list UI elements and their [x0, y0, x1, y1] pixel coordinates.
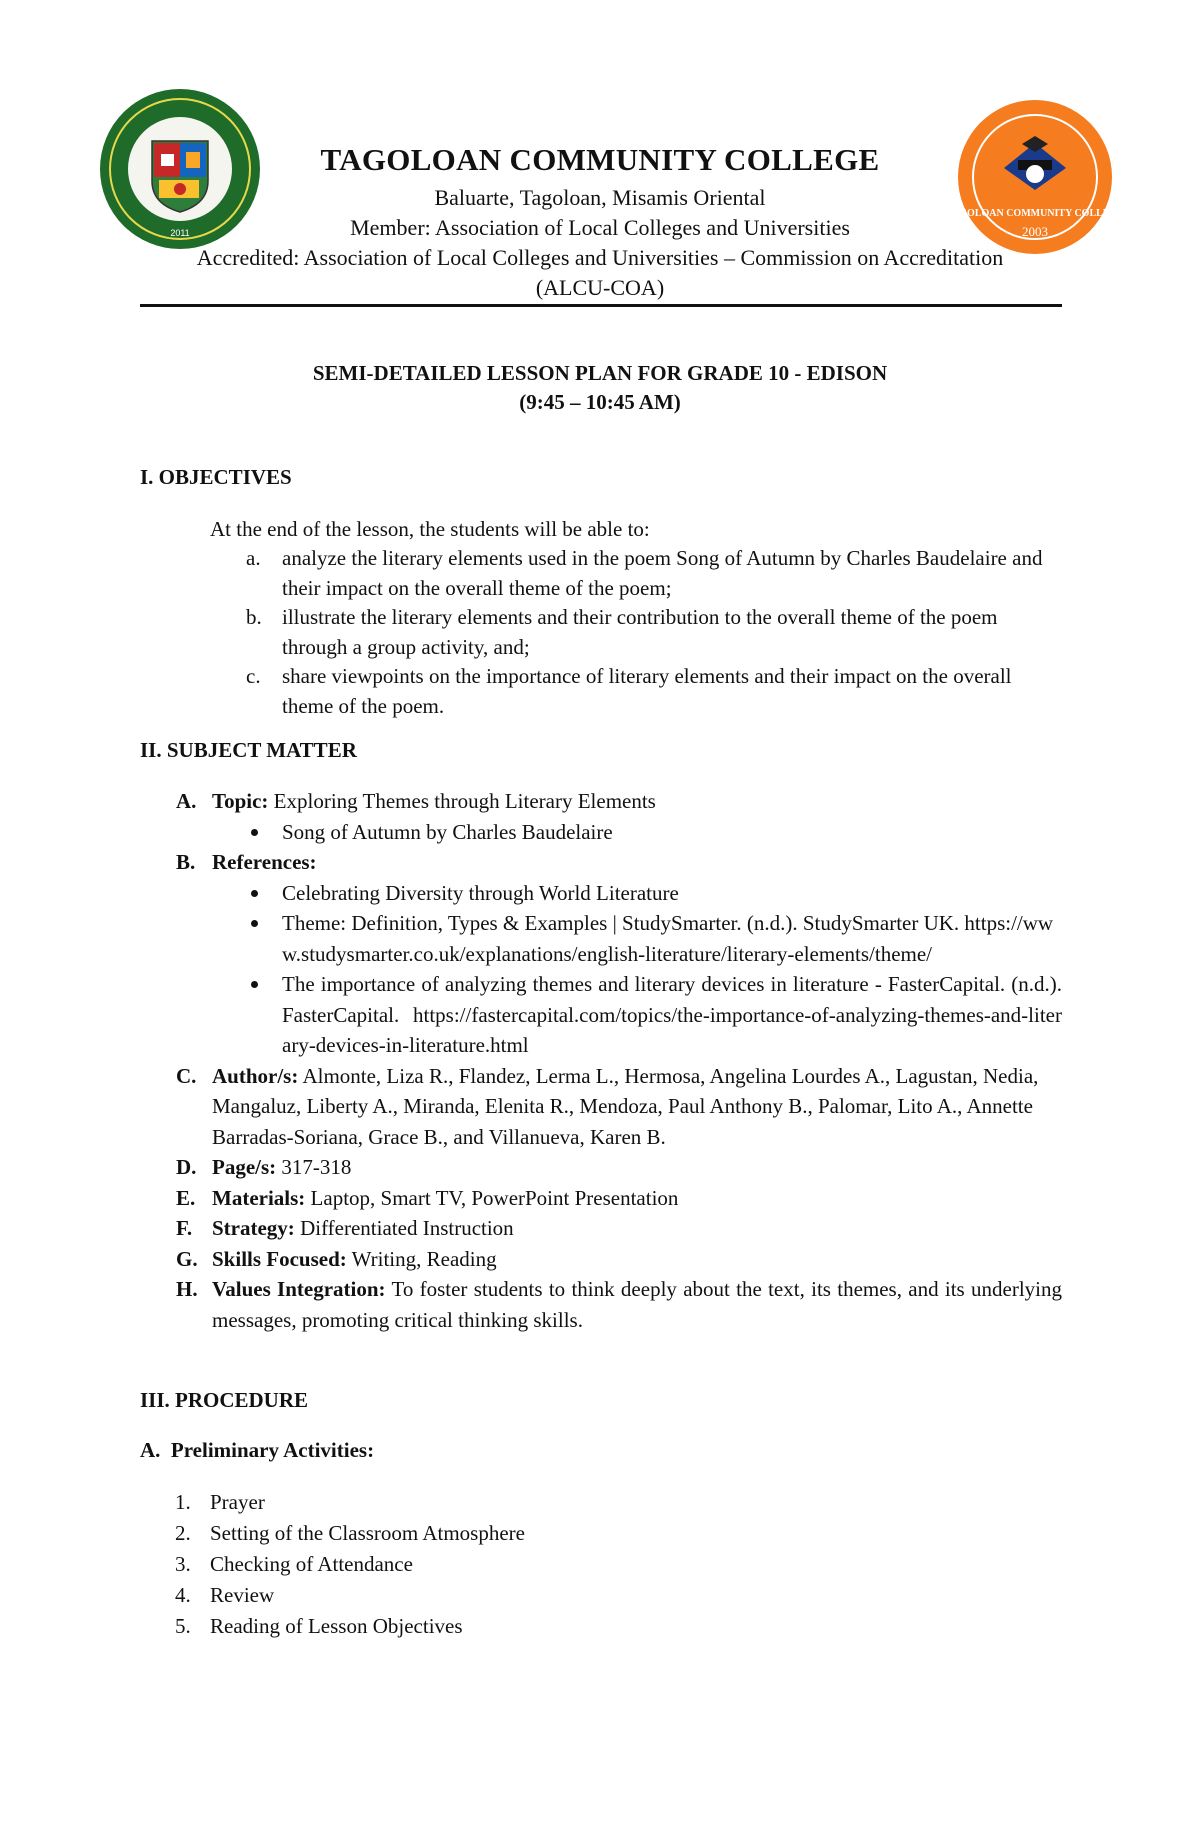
- materials-item: [140, 1183, 1062, 1214]
- objective-text: analyze the literary elements used in the poem Song of Autumn by Charles Baudelaire and their impact on the overall theme of the poem;: [282, 546, 1043, 600]
- list-marker: c.: [246, 664, 261, 688]
- strategy-label: Strategy:: [212, 1216, 295, 1240]
- list-marker: F.: [176, 1216, 193, 1240]
- references-label: References:: [212, 850, 317, 874]
- list-marker: 5.: [175, 1614, 191, 1638]
- college-name: TAGOLOAN COMMUNITY COLLEGE: [320, 142, 880, 177]
- list-marker: A.: [176, 789, 197, 813]
- objectives-list: [210, 544, 1060, 721]
- references-bullets: [142, 878, 1062, 1061]
- list-item: The importance of analyzing themes and literary devices in literature - FasterCapital. (n.d.). FasterCapital. https://fastercapital.com/topics/the-importance-of-analyzing-themes-and-literary-devices-in-literature.html: [212, 969, 1062, 1061]
- list-marker: C.: [176, 1063, 197, 1088]
- list-marker: 3.: [175, 1552, 191, 1576]
- list-marker: G.: [176, 1246, 198, 1271]
- list-item: [210, 603, 1060, 662]
- accreditation-line: Accredited: Association of Local Colleges and Universities – Commission on Accreditation: [196, 245, 1004, 270]
- list-marker: E.: [176, 1185, 196, 1210]
- list-marker: B.: [176, 850, 196, 874]
- objective-text: illustrate the literary elements and their contribution to the overall theme of the poem through a group activity, and;: [282, 605, 998, 659]
- materials-label: Materials:: [212, 1185, 306, 1210]
- authors-item: [140, 1061, 1062, 1153]
- list-marker: a.: [246, 546, 261, 570]
- membership-line: Member: Association of Local Colleges and Universities: [350, 215, 850, 240]
- list-marker: H.: [176, 1277, 198, 1301]
- values-label: Values Integration:: [212, 1277, 386, 1301]
- topic-bullets: [142, 817, 1062, 848]
- pages-item: [140, 1152, 1062, 1183]
- document-time: (9:45 – 10:45 AM): [519, 390, 681, 414]
- activity-text: Reading of Lesson Objectives: [210, 1614, 463, 1638]
- list-item: [140, 1611, 525, 1642]
- list-marker: D.: [176, 1155, 197, 1179]
- objectives-heading: I. OBJECTIVES: [140, 465, 292, 489]
- list-marker: 4.: [175, 1583, 191, 1607]
- topic-label: Topic:: [212, 789, 269, 813]
- skills-value: Writing, Reading: [351, 1246, 497, 1271]
- references-item: [140, 847, 1062, 1061]
- activity-text: Review: [210, 1583, 275, 1607]
- list-item: [210, 662, 1060, 721]
- preliminary-activities-list: [140, 1487, 525, 1642]
- activity-text: Prayer: [210, 1490, 265, 1514]
- authors-value: Almonte, Liza R., Flandez, Lerma L., Hermosa, Angelina Lourdes A., Lagustan, Nedia, Mangaluz, Liberty A., Miranda, Elenita R., Mendoza, Paul Anthony B., Palomar, Lito A., Annette Barradas-Soriana, Grace B., and Villanueva, Karen B.: [212, 1063, 1039, 1149]
- skills-item: [140, 1244, 1062, 1275]
- svg-text:TAGOLOAN COMMUNITY COLLEGE: TAGOLOAN COMMUNITY COLLEGE: [946, 208, 1124, 219]
- skills-label: Skills Focused:: [212, 1246, 347, 1271]
- list-item: Theme: Definition, Types & Examples | StudySmarter. (n.d.). StudySmarter UK. https://www.studysmarter.co.uk/explanations/english-literature/literary-elements/theme/: [212, 908, 1062, 969]
- preliminary-activities-heading: A. Preliminary Activities:: [140, 1438, 375, 1462]
- strategy-value: Differentiated Instruction: [300, 1216, 514, 1240]
- list-marker: 1.: [175, 1490, 191, 1514]
- list-item: Song of Autumn by Charles Baudelaire: [212, 817, 1062, 848]
- document-title: SEMI-DETAILED LESSON PLAN FOR GRADE 10 - EDISON: [312, 361, 888, 385]
- accreditation-abbr: (ALCU-COA): [535, 275, 665, 300]
- list-item: [210, 544, 1060, 603]
- subject-matter-heading: II. SUBJECT MATTER: [140, 738, 357, 762]
- values-item: [140, 1274, 1062, 1335]
- college-address: Baluarte, Tagoloan, Misamis Oriental: [434, 185, 766, 210]
- topic-item: [140, 786, 1062, 847]
- subject-matter-list: [140, 786, 1062, 1335]
- pages-value: 317-318: [281, 1155, 352, 1179]
- activity-text: Checking of Attendance: [210, 1552, 413, 1576]
- materials-value: Laptop, Smart TV, PowerPoint Presentation: [310, 1185, 679, 1210]
- svg-text:2011: 2011: [170, 228, 190, 238]
- header-divider: [140, 304, 1062, 307]
- objectives-intro: At the end of the lesson, the students will be able to:: [210, 517, 650, 541]
- procedure-heading: III. PROCEDURE: [140, 1388, 309, 1412]
- list-item: Celebrating Diversity through World Literature: [212, 878, 1062, 909]
- activity-text: Setting of the Classroom Atmosphere: [210, 1521, 525, 1545]
- list-marker: b.: [246, 605, 262, 629]
- topic-value: Exploring Themes through Literary Elements: [273, 789, 656, 813]
- list-item: [140, 1518, 525, 1549]
- list-item: [140, 1580, 525, 1611]
- pages-label: Page/s:: [212, 1155, 277, 1179]
- values-value: To foster students to think deeply about the text, its themes, and its underlying messages, promoting critical thinking skills.: [212, 1277, 1063, 1332]
- authors-label: Author/s:: [212, 1063, 299, 1088]
- list-marker: 2.: [175, 1521, 191, 1545]
- objective-text: share viewpoints on the importance of literary elements and their impact on the overall theme of the poem.: [282, 664, 1012, 718]
- list-item: [140, 1549, 525, 1580]
- strategy-item: [140, 1213, 1062, 1244]
- svg-text:2003: 2003: [1022, 224, 1048, 239]
- list-item: [140, 1487, 525, 1518]
